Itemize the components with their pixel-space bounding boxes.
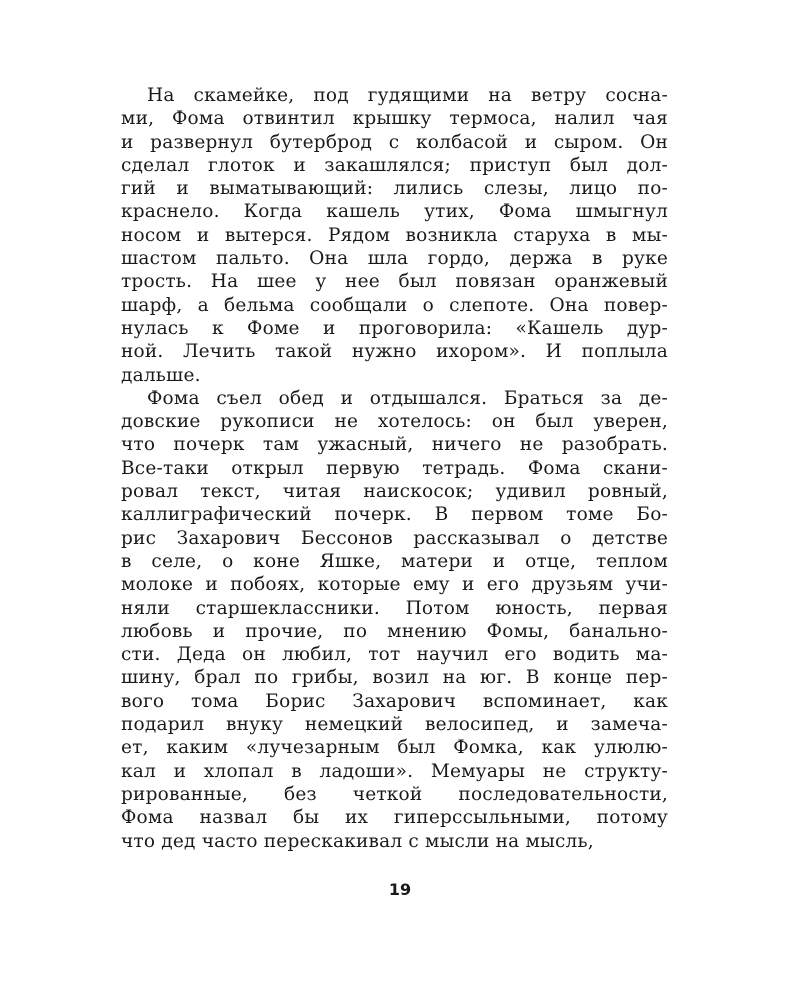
text-line: сделал глоток и закашлялся; приступ был дол- [121,154,668,176]
text-line: каллиграфический почерк. В первом томе Бо- [121,504,668,526]
text-line: Фома назвал бы их гиперссыльными, потому [121,807,668,829]
text-line: любовь и прочие, по мнению Фомы, банально- [121,620,668,642]
text-line: ет, каким «лучезарным был Фомка, как улюлю- [121,737,668,759]
text-line: Все-таки открыл первую тетрадь. Фома скани- [121,457,668,479]
text-line: кал и хлопал в ладоши». Мемуары не структу- [121,760,668,782]
text-line: нулась к Фоме и проговорила: «Кашель дур- [121,317,668,339]
text-line: подарил внуку немецкий велосипед, и замеча- [121,714,668,736]
paragraph [121,387,668,853]
text-line: в селе, о коне Яшке, матери и отце, теплом [121,550,668,572]
text-line: рированные, без четкой последовательности, [121,783,668,805]
body-text [121,84,668,853]
text-line: трость. На шее у нее был повязан оранжевый [121,271,668,293]
text-line: ной. Лечить такой нужно ихором». И поплыла [121,341,668,363]
text-line: шастом пальто. Она шла гордо, держа в руке [121,248,668,270]
text-line: рис Захарович Бессонов рассказывал о детстве [121,527,668,549]
text-line: сти. Деда он любил, тот научил его водить ма- [121,644,668,666]
page-number: 19 [388,880,412,899]
text-line: дальше. [121,364,201,386]
text-line: носом и вытерся. Рядом возникла старуха в мы- [121,224,668,246]
text-line: ми, Фома отвинтил крышку термоса, налил чая [121,108,668,130]
text-line: шарф, а бельма сообщали о слепоте. Она повер- [121,294,668,316]
text-line: гий и выматывающий: лились слезы, лицо по- [121,178,668,200]
text-line: что дед часто перескакивал с мысли на мысль, [121,830,594,852]
text-line: довские рукописи не хотелось: он был уверен, [121,411,668,433]
text-line: краснело. Когда кашель утих, Фома шмыгнул [121,201,668,223]
paragraph [121,84,668,387]
text-line: вого тома Борис Захарович вспоминает, как [121,690,668,712]
text-line: На скамейке, под гудящими на ветру сосна- [147,85,668,106]
text-line: молоке и побоях, которые ему и его друзьям учи- [121,574,668,596]
text-line: и развернул бутерброд с колбасой и сыром. Он [121,131,668,153]
text-line: что почерк там ужасный, ничего не разобрать. [121,434,668,456]
text-line: Фома съел обед и отдышался. Браться за де- [147,387,668,409]
text-line: ровал текст, читая наискосок; удивил ровный, [121,481,668,503]
text-line: шину, брал по грибы, возил на юг. В конце пер- [121,667,668,689]
text-line: няли старшеклассники. Потом юность, первая [121,597,668,619]
